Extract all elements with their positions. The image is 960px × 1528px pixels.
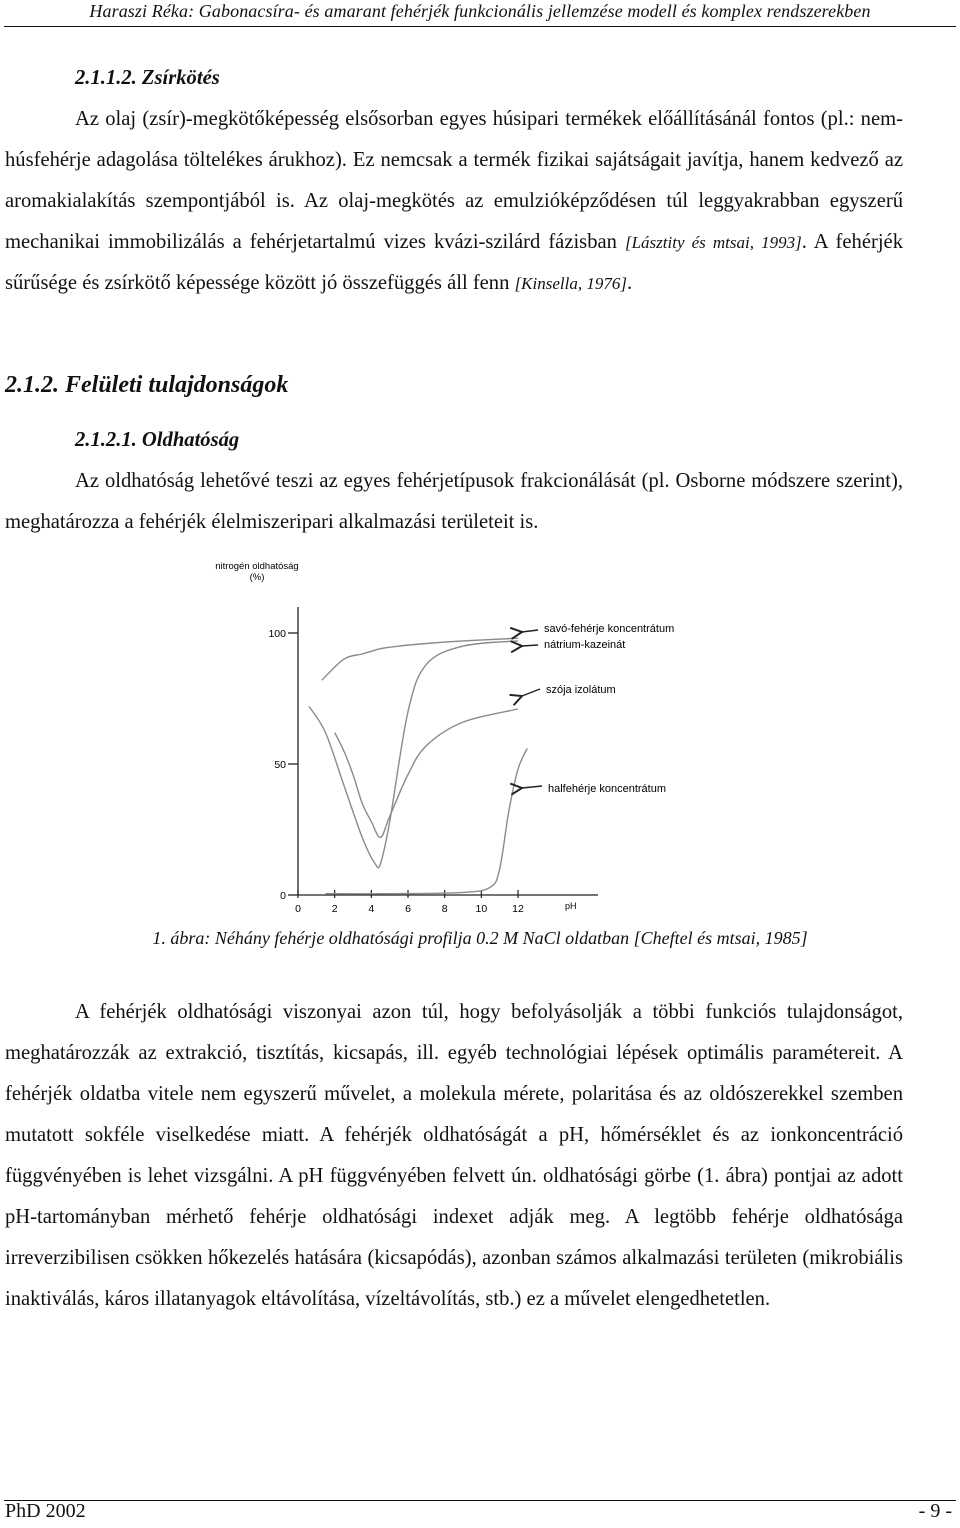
y-axis-label: nitrogén oldhatóság <box>215 561 299 572</box>
y-axis-unit: (%) <box>249 572 265 583</box>
page-number: - 9 - <box>918 1500 952 1522</box>
figure-caption: 1. ábra: Néhány fehérje oldhatósági profilja 0.2 M NaCl oldatban [Cheftel és mtsai, 1985] <box>152 928 808 948</box>
y-tick-label: 50 <box>274 759 286 771</box>
y-tick-label: 0 <box>280 890 286 902</box>
x-tick-label: 0 <box>295 903 301 915</box>
citation-lasztity: [Lásztity és mtsai, 1993] <box>624 233 802 252</box>
x-tick-label: 4 <box>368 903 375 915</box>
section-body-after <box>5 992 903 1320</box>
arrow-hal <box>522 786 542 788</box>
section-heading-zsirkotes: 2.1.1.2. Zsírkötés <box>75 67 220 89</box>
running-header: Haraszi Réka: Gabonacsíra- és amarant fehérjék funkcionális jellemzése modell és komplex rendszerekben <box>89 1 871 21</box>
arrow-savo <box>522 630 538 632</box>
section-heading-feluleti: 2.1.2. Felületi tulajdonságok <box>5 372 289 398</box>
legend-hal: halfehérje koncentrátum <box>548 783 667 795</box>
section-2-1-1-2 <box>5 58 903 304</box>
x-tick-label: 12 <box>512 903 524 915</box>
x-tick-label: 2 <box>331 903 338 915</box>
section-2-1-2-1 <box>5 420 903 543</box>
legend-szoja: szója izolátum <box>546 684 616 696</box>
series-natrium-kazeinat <box>309 641 518 868</box>
paragraph-text: . A fehérjék sűrűsége és zsírkötő képessége között jó összefüggés áll fenn <box>5 231 903 294</box>
x-axis-label: pH <box>565 901 577 911</box>
paragraph-zsirkotes <box>5 99 903 304</box>
y-tick-label: 100 <box>268 628 286 640</box>
arrow-natrium <box>522 645 538 646</box>
paragraph-oldhatosag: Az oldhatóság lehetővé teszi az egyes fehérjetípusok frakcionálását (pl. Osborne módszere szerint), meghatározza a fehérjék élelmiszeripari alkalmazási területeit is. <box>5 470 903 533</box>
x-tick-label: 8 <box>441 903 448 915</box>
paragraph-text: . <box>626 272 633 294</box>
section-heading-oldhatosag: 2.1.2.1. Oldhatóság <box>75 429 240 451</box>
footer-rule <box>4 1500 956 1501</box>
citation-kinsella: [Kinsella, 1976] <box>514 274 627 293</box>
series-szoja-izolatum <box>335 709 518 837</box>
paragraph-text: Az olaj (zsír)-megkötőképesség elsősorban egyes húsipari termékek előállításánál fontos (pl.: nem-húsfehérje adagolása töltelékes árukhoz). Ez nemcsak a termék fizikai sajátságait javítja, hanem kedvező az aromakialakítás szempontjából is. Az olaj-megkötés az emulzióképződésen túl leggyakrabban egyszerű mechanikai immobilizálás a fehérjetartalmú vizes kvázi-szilárd fázisban <box>5 108 903 253</box>
x-tick-label: 6 <box>405 903 411 915</box>
series-curves <box>309 638 527 894</box>
footer-degree: PhD 2002 <box>5 1500 86 1522</box>
y-ticks <box>268 628 298 902</box>
solubility-chart <box>200 552 760 922</box>
legend <box>522 623 674 795</box>
header-rule <box>4 26 956 27</box>
paragraph-oldhatosagi-viszonyok: A fehérjék oldhatósági viszonyai azon túl, hogy befolyásolják a többi funkciós tulajdonságot, meghatározzák az extrakció, tisztítás, kicsapás, ill. egyéb technológiai lépések optimális paramétereit. A fehérjék oldatba vitele nem egyszerű művelet, a molekula mérete, polaritása és az oldószerekkel szemben mutatott sokféle viselkedése miatt. A fehérjék oldhatóságát a pH, hőmérséklet és az ionkoncentráció függvényében is lehet vizsgálni. A pH függvényében felvett ún. oldhatósági görbe (1. ábra) pontjai az adott pH-tartományban mérhető fehérje oldhatósági indexet adják meg. A legtöbb fehérje oldhatósága irreverzibilisen csökken hőkezelés hatására (kicsapódás), azonban számos alkalmazási területen (mikrobiális inaktiválás, káros illatanyagok eltávolítása, vízeltávolítás, stb.) ez a művelet elengedhetetlen. <box>5 1001 903 1310</box>
legend-savo: savó-fehérje koncentrátum <box>544 623 675 635</box>
legend-natrium: nátrium-kazeinát <box>544 639 626 651</box>
arrow-szoja <box>522 689 540 696</box>
x-tick-label: 10 <box>475 903 488 915</box>
